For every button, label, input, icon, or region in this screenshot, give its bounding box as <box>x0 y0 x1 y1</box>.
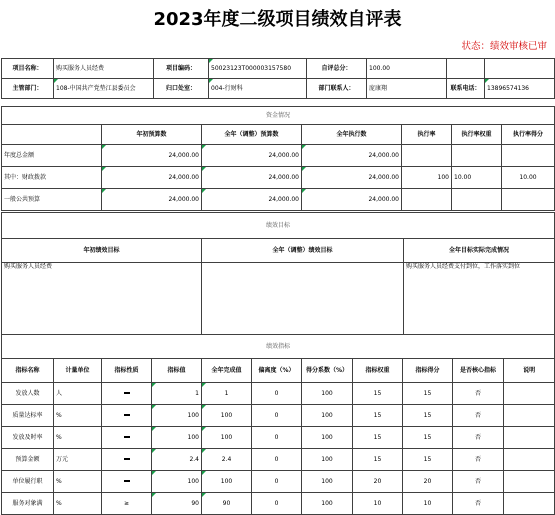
ind-note <box>504 449 555 471</box>
ind-unit: % <box>54 405 102 427</box>
ind-done: 100 <box>202 471 252 493</box>
project-code-value: 50023123T000003157580 <box>209 59 307 79</box>
funds-rate <box>402 145 452 167</box>
ind-weight: 15 <box>353 405 403 427</box>
funds-header-rate: 执行率 <box>402 125 452 145</box>
ind-value: 1 <box>152 383 202 405</box>
ind-done: 100 <box>202 427 252 449</box>
ind-deviation: 0 <box>252 405 302 427</box>
ind-header-value: 指标值 <box>152 359 202 383</box>
ind-value: 100 <box>152 427 202 449</box>
goal-initial: 购买服务人员经费 <box>2 263 202 335</box>
phone-value: 13896574136 <box>485 79 555 99</box>
ind-value: 100 <box>152 471 202 493</box>
ind-done: 90 <box>202 493 252 515</box>
goals-section-label: 绩效目标 <box>2 213 555 239</box>
dept-label: 主管部门： <box>2 79 54 99</box>
ind-score: 15 <box>403 449 453 471</box>
table-row <box>2 405 555 427</box>
ind-value: 2.4 <box>152 449 202 471</box>
ind-nature <box>102 383 152 405</box>
goals-header-adjusted: 全年（调整）绩效目标 <box>202 239 404 263</box>
ind-deviation: 0 <box>252 493 302 515</box>
funds-adjusted: 24,000.00 <box>202 145 302 167</box>
funds-header-score: 执行率得分 <box>502 125 555 145</box>
ind-header-unit: 计量单位 <box>54 359 102 383</box>
ind-header-core: 是否核心指标 <box>453 359 504 383</box>
goal-adjusted <box>202 263 404 335</box>
ind-nature <box>102 449 152 471</box>
ind-name: 发放及时率 <box>2 427 54 449</box>
contact-value: 庞康翔 <box>367 79 447 99</box>
funds-executed: 24,000.00 <box>302 167 402 189</box>
ind-nature <box>102 405 152 427</box>
dash-mark <box>124 392 130 394</box>
funds-table <box>1 106 555 211</box>
funds-header-executed: 全年执行数 <box>302 125 402 145</box>
indicators-body <box>2 383 555 515</box>
table-row <box>2 427 555 449</box>
ind-value: 100 <box>152 405 202 427</box>
info-table <box>1 58 555 99</box>
ind-coef: 100 <box>302 383 353 405</box>
ind-core: 否 <box>453 405 504 427</box>
ind-unit: % <box>54 493 102 515</box>
funds-row-label: 一般公共预算 <box>2 189 102 211</box>
ind-note <box>504 383 555 405</box>
funds-header-budget: 年初预算数 <box>102 125 202 145</box>
dash-mark <box>124 414 130 416</box>
funds-row-label: 年度总金额 <box>2 145 102 167</box>
ind-name: 质量达标率 <box>2 405 54 427</box>
ind-weight: 15 <box>353 427 403 449</box>
ind-name: 发放人数 <box>2 383 54 405</box>
ind-done: 1 <box>202 383 252 405</box>
phone-label: 联系电话： <box>447 79 485 99</box>
funds-budget: 24,000.00 <box>102 167 202 189</box>
project-code-label: 项目编码： <box>154 59 209 79</box>
ind-weight: 10 <box>353 493 403 515</box>
funds-adjusted: 24,000.00 <box>202 189 302 211</box>
funds-header-adjusted: 全年（调整）预算数 <box>202 125 302 145</box>
ind-deviation: 0 <box>252 427 302 449</box>
ind-note <box>504 427 555 449</box>
table-row <box>2 383 555 405</box>
ind-score: 10 <box>403 493 453 515</box>
ind-name: 服务对象满 <box>2 493 54 515</box>
funds-header-weight: 执行率权重 <box>452 125 502 145</box>
indicators-table <box>1 334 555 515</box>
funds-score <box>502 145 555 167</box>
office-value: 004-行财科 <box>209 79 307 99</box>
ind-value: 90 <box>152 493 202 515</box>
ind-coef: 100 <box>302 427 353 449</box>
ind-done: 100 <box>202 405 252 427</box>
ind-note <box>504 405 555 427</box>
status-badge: 状态：绩效审核已审 <box>461 41 547 52</box>
ind-header-note: 说明 <box>504 359 555 383</box>
funds-executed: 24,000.00 <box>302 145 402 167</box>
ind-header-nature: 指标性质 <box>102 359 152 383</box>
ind-unit: 万元 <box>54 449 102 471</box>
goals-header-initial: 年初绩效目标 <box>2 239 202 263</box>
table-row <box>2 493 555 515</box>
funds-weight: 10.00 <box>452 167 502 189</box>
funds-row-label: 其中：财政拨款 <box>2 167 102 189</box>
ind-note <box>504 471 555 493</box>
dept-value: 108-中国共产党垫江县委员会 <box>54 79 154 99</box>
table-row <box>2 471 555 493</box>
ind-weight: 20 <box>353 471 403 493</box>
ind-header-done: 全年完成值 <box>202 359 252 383</box>
funds-weight <box>452 145 502 167</box>
table-row <box>2 189 555 211</box>
funds-budget: 24,000.00 <box>102 189 202 211</box>
ind-coef: 100 <box>302 405 353 427</box>
dash-mark <box>124 436 130 438</box>
table-row <box>2 167 555 189</box>
ind-score: 20 <box>403 471 453 493</box>
funds-budget: 24,000.00 <box>102 145 202 167</box>
table-row <box>2 145 555 167</box>
goals-header-actual: 全年目标实际完成情况 <box>404 239 555 263</box>
ind-header-name: 指标名称 <box>2 359 54 383</box>
page-title: 2023年度二级项目绩效自评表 <box>153 9 402 30</box>
table-row <box>2 449 555 471</box>
ind-core: 否 <box>453 383 504 405</box>
ind-header-coef: 得分系数（%） <box>302 359 353 383</box>
ind-core: 否 <box>453 449 504 471</box>
ind-nature <box>102 471 152 493</box>
funds-adjusted: 24,000.00 <box>202 167 302 189</box>
score-label: 自评总分： <box>307 59 367 79</box>
goal-actual: 购买服务人员经费支付到位，工作落实到位 <box>404 263 555 335</box>
score-value: 100.00 <box>367 59 447 79</box>
ind-header-deviation: 偏离度（%） <box>252 359 302 383</box>
ind-core: 否 <box>453 493 504 515</box>
goals-table <box>1 212 555 335</box>
funds-executed: 24,000.00 <box>302 189 402 211</box>
funds-weight <box>452 189 502 211</box>
ind-score: 15 <box>403 427 453 449</box>
ind-note <box>504 493 555 515</box>
ind-nature <box>102 427 152 449</box>
ind-name: 单位履行职 <box>2 471 54 493</box>
dash-mark <box>124 480 130 482</box>
ind-score: 15 <box>403 383 453 405</box>
ind-deviation: 0 <box>252 471 302 493</box>
indicators-section-label: 绩效指标 <box>2 335 555 359</box>
funds-score <box>502 189 555 211</box>
project-name-label: 项目名称： <box>2 59 54 79</box>
ind-deviation: 0 <box>252 449 302 471</box>
ind-header-score: 指标得分 <box>403 359 453 383</box>
ind-score: 15 <box>403 405 453 427</box>
funds-rate: 100 <box>402 167 452 189</box>
ind-core: 否 <box>453 427 504 449</box>
ind-name: 预算金额 <box>2 449 54 471</box>
funds-rate <box>402 189 452 211</box>
ind-done: 2.4 <box>202 449 252 471</box>
funds-section-label: 资金情况 <box>2 107 555 125</box>
ind-header-weight: 指标权重 <box>353 359 403 383</box>
ind-unit: % <box>54 471 102 493</box>
ind-coef: 100 <box>302 493 353 515</box>
ind-core: 否 <box>453 471 504 493</box>
ind-unit: 人 <box>54 383 102 405</box>
ind-coef: 100 <box>302 449 353 471</box>
ind-weight: 15 <box>353 449 403 471</box>
funds-score: 10.00 <box>502 167 555 189</box>
ind-weight: 15 <box>353 383 403 405</box>
contact-label: 部门联系人： <box>307 79 367 99</box>
ind-coef: 100 <box>302 471 353 493</box>
ind-deviation: 0 <box>252 383 302 405</box>
ind-nature: ≥ <box>102 493 152 515</box>
dash-mark <box>124 458 130 460</box>
ind-unit: % <box>54 427 102 449</box>
office-label: 归口处室： <box>154 79 209 99</box>
project-name-value: 购买服务人员经费 <box>54 59 154 79</box>
